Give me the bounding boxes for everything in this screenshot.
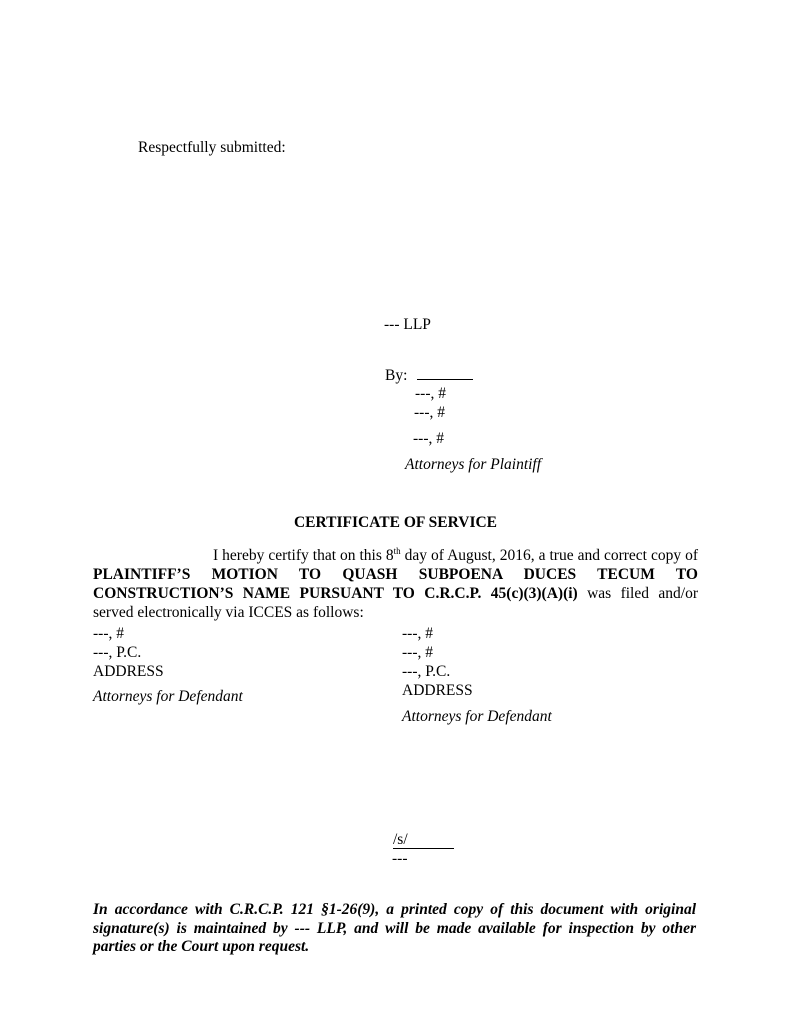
attorney-line-2: ---, # bbox=[414, 404, 445, 421]
by-label: By: bbox=[385, 367, 408, 384]
cert-text-post: was filed and/or served electronically via ICCES as follows: bbox=[93, 585, 698, 621]
certificate-title: CERTIFICATE OF SERVICE bbox=[293, 514, 498, 531]
service-left-line-1: ---, # bbox=[93, 625, 124, 642]
service-right-line-3: ---, P.C. bbox=[402, 663, 451, 680]
signer-name: --- bbox=[392, 850, 408, 867]
service-right-role: Attorneys for Defendant bbox=[402, 708, 552, 725]
cert-text-sup: th bbox=[393, 545, 401, 556]
by-line bbox=[385, 365, 473, 385]
certificate-paragraph bbox=[93, 546, 698, 622]
service-left-role: Attorneys for Defendant bbox=[93, 688, 243, 705]
closing-text: Respectfully submitted: bbox=[138, 139, 286, 156]
service-left-address: ADDRESS bbox=[93, 663, 164, 680]
service-right-address: ADDRESS bbox=[402, 682, 473, 699]
cert-text-pre: I hereby certify that on this 8 bbox=[213, 547, 394, 564]
signature-blank bbox=[417, 365, 473, 380]
service-left-line-2: ---, P.C. bbox=[93, 644, 142, 661]
footer-note: In accordance with C.R.C.P. 121 §1-26(9), a printed copy of this document with original signature(s) is maintained by --- LLP, and will be made available for inspection by other parties or the Court upon request. bbox=[93, 901, 696, 955]
firm-name: --- LLP bbox=[384, 316, 431, 333]
service-right-line-2: ---, # bbox=[402, 644, 433, 661]
service-right-line-1: ---, # bbox=[402, 625, 433, 642]
cert-text-mid: day of August, 2016, a true and correct copy of bbox=[400, 547, 698, 564]
signature-mark: /s/ bbox=[393, 831, 454, 849]
signature-line bbox=[393, 830, 454, 849]
attorneys-for-plaintiff: Attorneys for Plaintiff bbox=[405, 456, 542, 473]
motion-title: PLAINTIFF’S MOTION TO QUASH SUBPOENA DUCES TECUM TO CONSTRUCTION’S NAME PURSUANT TO C.R.C.P. 45(c)(3)(A)(i) bbox=[93, 566, 698, 602]
attorney-line-3: ---, # bbox=[413, 430, 444, 447]
attorney-line-1: ---, # bbox=[415, 385, 446, 402]
